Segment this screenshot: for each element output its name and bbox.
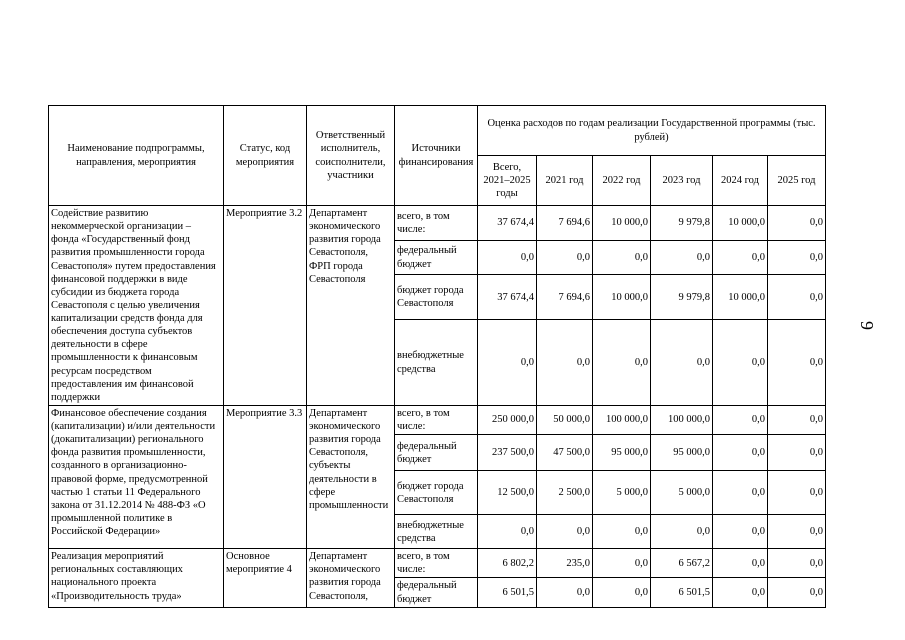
value-cell: 37 674,4 xyxy=(478,206,537,241)
source-cell: внебюджетные средства xyxy=(395,515,478,549)
value-cell: 0,0 xyxy=(768,206,826,241)
value-cell: 10 000,0 xyxy=(713,206,768,241)
source-cell: всего, в том числе: xyxy=(395,549,478,578)
value-cell: 250 000,0 xyxy=(478,405,537,434)
measure-name: Финансовое обеспечение создания (капитализации) и/или деятельности (докапитализации) регионального фонда развития промышленности, созданного в организационно-правовой форме, предусмотренной частью 1 статьи 11 Федерального закона от 31.12.2014 № 488-ФЗ «О промышленной политике в Российской Федерации» xyxy=(49,405,224,548)
value-cell: 5 000,0 xyxy=(593,471,651,515)
value-cell: 0,0 xyxy=(713,549,768,578)
source-cell: всего, в том числе: xyxy=(395,405,478,434)
value-cell: 0,0 xyxy=(593,240,651,275)
value-cell: 0,0 xyxy=(713,435,768,471)
header-year: 2024 год xyxy=(713,156,768,206)
source-cell: бюджет города Севастополя xyxy=(395,471,478,515)
source-cell: федеральный бюджет xyxy=(395,578,478,607)
value-cell: 0,0 xyxy=(768,549,826,578)
value-cell: 237 500,0 xyxy=(478,435,537,471)
value-cell: 37 674,4 xyxy=(478,275,537,320)
value-cell: 9 979,8 xyxy=(651,275,713,320)
value-cell: 5 000,0 xyxy=(651,471,713,515)
source-cell: внебюджетные средства xyxy=(395,320,478,406)
value-cell: 0,0 xyxy=(651,515,713,549)
measure-executor: Департамент экономического развития города Севастополя, субъекты деятельности в сфере промышленности xyxy=(307,405,395,548)
header-executor: Ответственный исполнитель, соисполнители, участники xyxy=(307,106,395,206)
source-cell: бюджет города Севастополя xyxy=(395,275,478,320)
value-cell: 0,0 xyxy=(768,320,826,406)
value-cell: 0,0 xyxy=(713,240,768,275)
value-cell: 6 567,2 xyxy=(651,549,713,578)
value-cell: 0,0 xyxy=(768,515,826,549)
header-name: Наименование подпрограммы, направления, мероприятия xyxy=(49,106,224,206)
value-cell: 0,0 xyxy=(651,320,713,406)
value-cell: 0,0 xyxy=(768,471,826,515)
header-estimate: Оценка расходов по годам реализации Государственной программы (тыс. рублей) xyxy=(478,106,826,156)
source-cell: федеральный бюджет xyxy=(395,240,478,275)
value-cell: 10 000,0 xyxy=(593,275,651,320)
value-cell: 0,0 xyxy=(768,435,826,471)
measure-status: Мероприятие 3.2 xyxy=(224,206,307,406)
value-cell: 7 694,6 xyxy=(537,206,593,241)
value-cell: 235,0 xyxy=(537,549,593,578)
value-cell: 0,0 xyxy=(478,240,537,275)
value-cell: 6 501,5 xyxy=(478,578,537,607)
value-cell: 0,0 xyxy=(768,240,826,275)
measure-executor: Департамент экономического развития города Севастополя, ФРП города Севастополя xyxy=(307,206,395,406)
value-cell: 50 000,0 xyxy=(537,405,593,434)
table-row xyxy=(49,206,826,241)
value-cell: 100 000,0 xyxy=(651,405,713,434)
value-cell: 10 000,0 xyxy=(593,206,651,241)
value-cell: 6 501,5 xyxy=(651,578,713,607)
value-cell: 0,0 xyxy=(713,515,768,549)
table-row xyxy=(49,549,826,578)
value-cell: 47 500,0 xyxy=(537,435,593,471)
value-cell: 0,0 xyxy=(593,578,651,607)
value-cell: 0,0 xyxy=(537,578,593,607)
value-cell: 9 979,8 xyxy=(651,206,713,241)
measure-status: Мероприятие 3.3 xyxy=(224,405,307,548)
source-cell: всего, в том числе: xyxy=(395,206,478,241)
value-cell: 12 500,0 xyxy=(478,471,537,515)
header-year: 2022 год xyxy=(593,156,651,206)
value-cell: 0,0 xyxy=(537,515,593,549)
expense-table xyxy=(48,105,826,608)
measure-status: Основное мероприятие 4 xyxy=(224,549,307,608)
value-cell: 0,0 xyxy=(478,320,537,406)
header-sources: Источники финансирования xyxy=(395,106,478,206)
value-cell: 0,0 xyxy=(593,515,651,549)
value-cell: 95 000,0 xyxy=(593,435,651,471)
value-cell: 0,0 xyxy=(768,578,826,607)
value-cell: 0,0 xyxy=(713,405,768,434)
measure-name: Содействие развитию некоммерческой организации – фонда «Государственный фонд развития промышленности города Севастополя» путем предоставления финансовой поддержки в виде субсидии из бюджета города Севастополя с целью увеличения капитализации средств фонда для обеспечения доступа субъектов деятельности в сфере промышленности к финансовым ресурсам посредством предоставления им финансовой поддержки xyxy=(49,206,224,406)
header-status: Статус, код мероприятия xyxy=(224,106,307,206)
measure-executor: Департамент экономического развития города Севастополя, xyxy=(307,549,395,608)
header-year: 2023 год xyxy=(651,156,713,206)
value-cell: 0,0 xyxy=(713,320,768,406)
table-row xyxy=(49,405,826,434)
value-cell: 2 500,0 xyxy=(537,471,593,515)
value-cell: 6 802,2 xyxy=(478,549,537,578)
value-cell: 0,0 xyxy=(713,471,768,515)
header-year: 2025 год xyxy=(768,156,826,206)
value-cell: 0,0 xyxy=(593,549,651,578)
value-cell: 0,0 xyxy=(593,320,651,406)
value-cell: 0,0 xyxy=(537,240,593,275)
page-number: 9 xyxy=(857,321,877,330)
source-cell: федеральный бюджет xyxy=(395,435,478,471)
header-total: Всего, 2021–2025 годы xyxy=(478,156,537,206)
value-cell: 7 694,6 xyxy=(537,275,593,320)
measure-name: Реализация мероприятий региональных составляющих национального проекта «Производительность труда» xyxy=(49,549,224,608)
value-cell: 0,0 xyxy=(768,275,826,320)
value-cell: 0,0 xyxy=(651,240,713,275)
value-cell: 0,0 xyxy=(768,405,826,434)
header-year: 2021 год xyxy=(537,156,593,206)
value-cell: 0,0 xyxy=(478,515,537,549)
value-cell: 0,0 xyxy=(537,320,593,406)
value-cell: 0,0 xyxy=(713,578,768,607)
value-cell: 95 000,0 xyxy=(651,435,713,471)
value-cell: 10 000,0 xyxy=(713,275,768,320)
value-cell: 100 000,0 xyxy=(593,405,651,434)
